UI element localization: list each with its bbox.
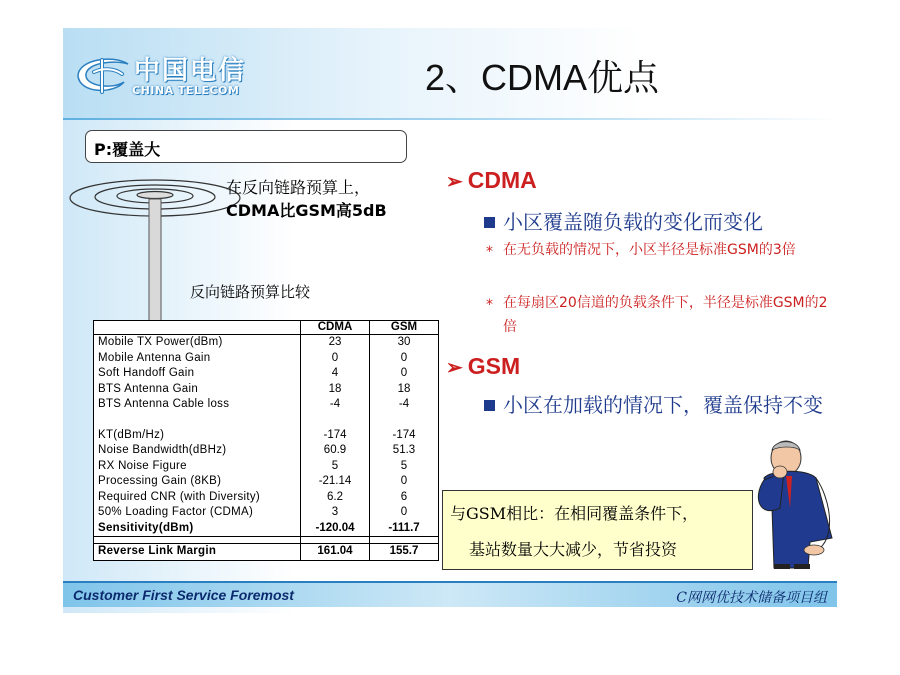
cdma-subpoint-2: 在每扇区20信道的负载条件下，半径是标准GSM的2倍 [503, 295, 828, 335]
table-row [94, 505, 439, 521]
table-cell: 6 [370, 490, 439, 506]
table-cell: Processing Gain (8KB) [94, 474, 301, 490]
table-cell: 50% Loading Factor (CDMA) [94, 505, 301, 521]
table-caption: 反向链路预算比较 [190, 283, 311, 301]
table-cell: Reverse Link Margin [94, 544, 301, 561]
table-cell: 0 [370, 351, 439, 367]
reverse-link-note-line1: 在反向链路预算上， [226, 178, 371, 197]
table-cell: 5 [301, 459, 370, 475]
table-cell: 6.2 [301, 490, 370, 506]
table-cell: -120.04 [301, 521, 370, 537]
table-cell: 0 [370, 505, 439, 521]
table-cell: KT(dBm/Hz) [94, 428, 301, 444]
table-cell: 0 [370, 366, 439, 382]
table-row [94, 443, 439, 459]
table-cell: Mobile TX Power(dBm) [94, 335, 301, 351]
slide-footer [63, 581, 837, 607]
table-row-reverse-link-margin [94, 544, 439, 561]
table-header-row [94, 321, 439, 335]
table-row [94, 459, 439, 475]
table-cell: 18 [370, 382, 439, 398]
table-cell: 23 [301, 335, 370, 351]
table-row [94, 428, 439, 444]
table-row [94, 490, 439, 506]
table-cell: 51.3 [370, 443, 439, 459]
slide-title: 2、CDMA优点 [425, 57, 660, 98]
table-spacer-row [94, 413, 439, 428]
arrow-bullet-icon: ➢ [446, 357, 463, 379]
table-cell: 60.9 [301, 443, 370, 459]
cdma-heading [446, 167, 537, 194]
table-cell: -4 [370, 397, 439, 413]
table-row [94, 474, 439, 490]
table-cell: BTS Antenna Gain [94, 382, 301, 398]
table-cell: 0 [301, 351, 370, 367]
table-cell: -174 [301, 428, 370, 444]
table-row [94, 366, 439, 382]
table-cell: Sensitivity(dBm) [94, 521, 301, 537]
summary-callout [442, 490, 753, 570]
table-row [94, 351, 439, 367]
gsm-bullet [484, 391, 844, 420]
cdma-heading-text: CDMA [467, 167, 537, 193]
square-bullet-icon [484, 400, 495, 411]
coverage-label: P:覆盖大 [94, 140, 161, 159]
table-cell: 155.7 [370, 544, 439, 561]
table-row [94, 382, 439, 398]
table-cell: 3 [301, 505, 370, 521]
asterisk-bullet-icon: * [486, 244, 493, 260]
logo-chinese-text: 中国电信 [134, 56, 247, 86]
table-header-cell: GSM [370, 321, 439, 335]
logo-english-text: CHINA TELECOM [132, 84, 240, 97]
callout-line2: 基站数量大大减少，节省投资 [469, 540, 678, 559]
table-row-sensitivity [94, 521, 439, 537]
reverse-link-budget-table [93, 320, 439, 561]
table-separator-row [94, 537, 439, 544]
table-cell: Mobile Antenna Gain [94, 351, 301, 367]
table-cell: Required CNR (with Diversity) [94, 490, 301, 506]
footer-group-name: C网网优技术储备项目组 [676, 590, 827, 606]
table-cell: Noise Bandwidth(dBHz) [94, 443, 301, 459]
table-cell: BTS Antenna Cable loss [94, 397, 301, 413]
gsm-bullet-text: 小区在加载的情况下，覆盖保持不变 [503, 393, 823, 417]
table-cell: 0 [370, 474, 439, 490]
table-cell: -4 [301, 397, 370, 413]
table-cell: 5 [370, 459, 439, 475]
square-bullet-icon [484, 217, 495, 228]
header-divider [63, 118, 837, 120]
table-header-cell: CDMA [301, 321, 370, 335]
coverage-label-box [85, 130, 407, 163]
cdma-bullet [484, 206, 763, 235]
arrow-bullet-icon: ➢ [446, 171, 463, 193]
thinking-businessman-icon [750, 438, 842, 570]
callout-line1: 与GSM相比：在相同覆盖条件下， [450, 504, 699, 523]
table-cell: -111.7 [370, 521, 439, 537]
gsm-heading [446, 353, 520, 380]
cdma-subpoint-1: 在无负载的情况下，小区半径是标准GSM的3倍 [503, 242, 796, 258]
table-cell: Soft Handoff Gain [94, 366, 301, 382]
table-cell: -174 [370, 428, 439, 444]
table-cell: 30 [370, 335, 439, 351]
reverse-link-note-line2: CDMA比GSM高5dB [226, 201, 387, 220]
table-row [94, 335, 439, 351]
cdma-bullet-text: 小区覆盖随负载的变化而变化 [503, 210, 763, 234]
table-header-cell [94, 321, 301, 335]
table-cell: 4 [301, 366, 370, 382]
table-cell: 18 [301, 382, 370, 398]
footer-slogan: Customer First Service Foremost [73, 587, 294, 603]
asterisk-bullet-icon: * [486, 297, 493, 313]
table-cell: 161.04 [301, 544, 370, 561]
gsm-heading-text: GSM [467, 353, 521, 379]
table-row [94, 397, 439, 413]
table-cell: RX Noise Figure [94, 459, 301, 475]
table-cell: -21.14 [301, 474, 370, 490]
